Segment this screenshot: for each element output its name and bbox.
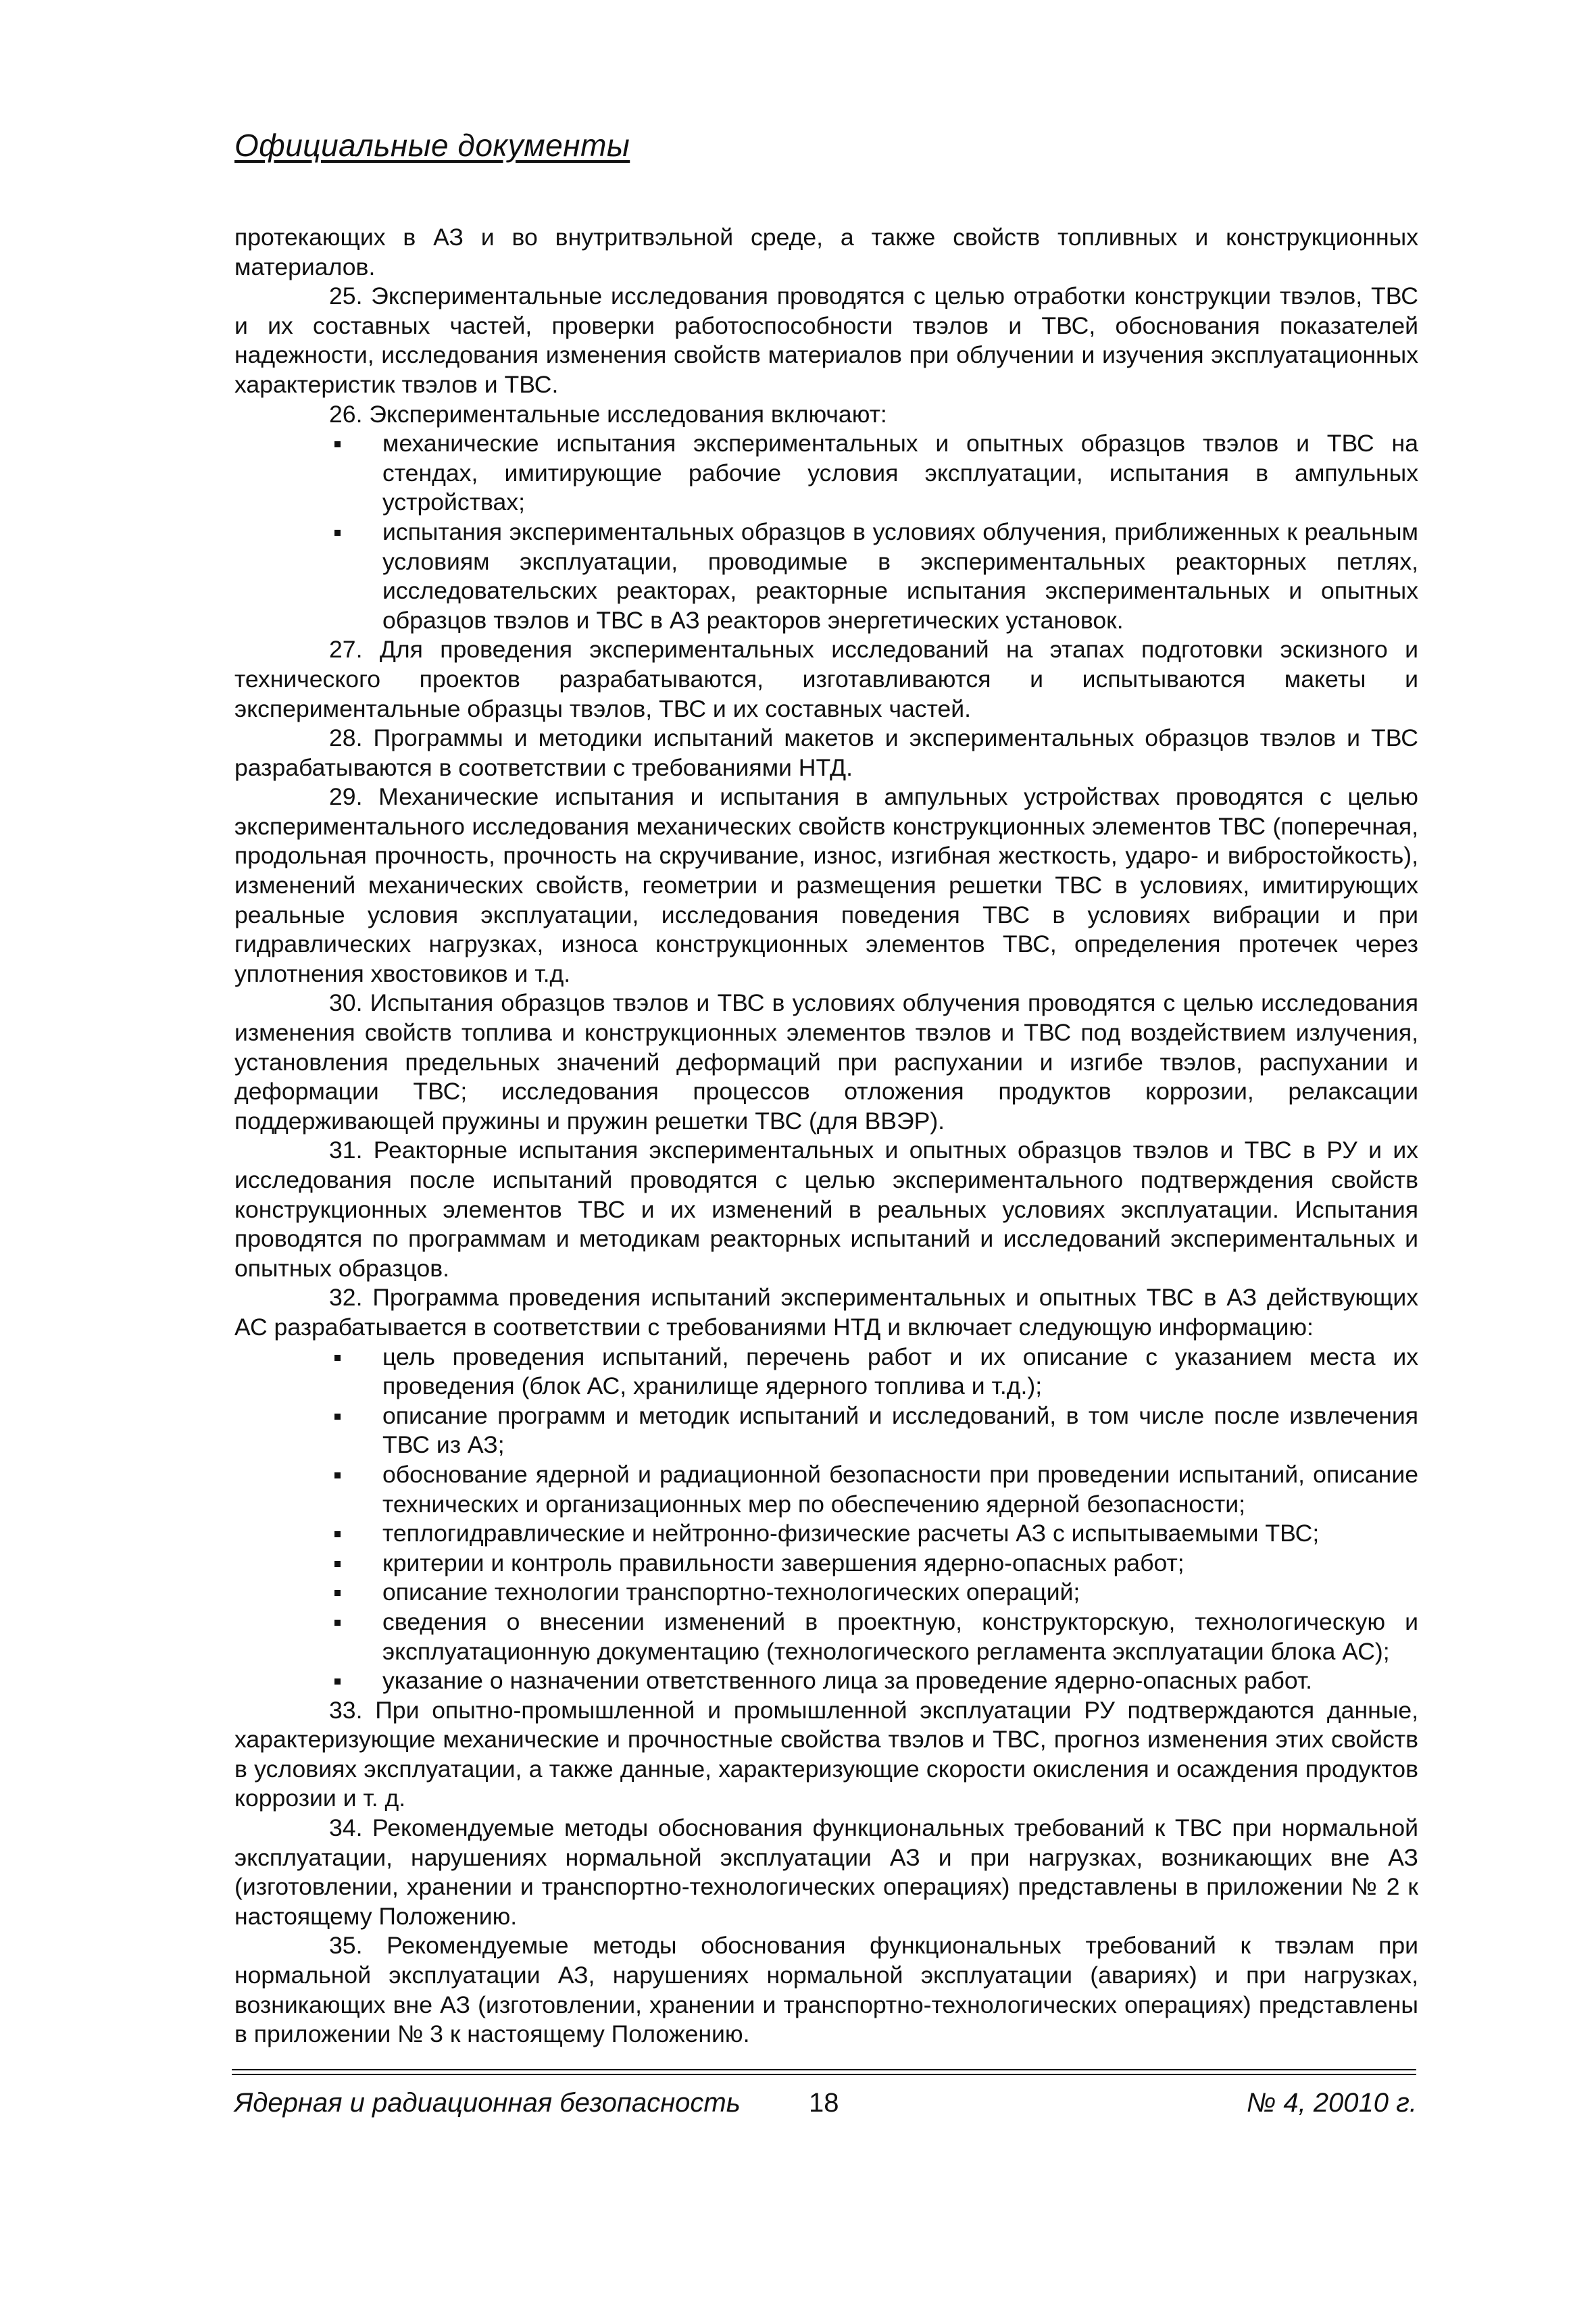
- square-bullet-icon: [334, 1531, 341, 1537]
- footer-issue: № 4, 20010 г.: [1246, 2088, 1417, 2118]
- square-bullet-icon: [334, 1355, 341, 1361]
- paragraph-continuation: протекающих в АЗ и во внутритвэльной среде, а также свойств топливных и конструкционных материалов.: [234, 224, 1418, 280]
- square-bullet-icon: [334, 1472, 341, 1478]
- paragraph: 34. Рекомендуемые методы обоснования функциональных требований к ТВС при нормальной эксплуатации, нарушениях нормальной эксплуатации АЗ и при нагрузках, возникающих вне АЗ (изготовлении, хранении и транспортно-технологических операциях) представлены в приложении № 2 к настоящему Положению.: [234, 1814, 1418, 1930]
- square-bullet-icon: [334, 1678, 341, 1685]
- page-header-title: Официальные документы: [234, 128, 630, 163]
- bullet-list-item-text: цель проведения испытаний, перечень работ и их описание с указанием места их проведения (блок АС, хранилище ядерного топлива и т.д.);: [382, 1343, 1418, 1400]
- page-footer: [234, 2088, 1417, 2126]
- bullet-list-item-text: испытания экспериментальных образцов в условиях облучения, приближенных к реальным условиям эксплуатации, проводимые в экспериментальных реакторных петлях, исследовательских реакторах, реакторные испытания экспериментальных и опытных образцов твэлов и ТВС в АЗ реакторов энергетических установок.: [382, 518, 1418, 634]
- document-body: [234, 223, 1418, 2049]
- bullet-list-item: [234, 1460, 1418, 1519]
- bullet-list-item: [234, 518, 1418, 635]
- bullet-list-item: [234, 1578, 1418, 1608]
- footer-page-number: 18: [809, 2088, 839, 2118]
- bullet-list: [234, 429, 1418, 635]
- square-bullet-icon: [334, 1620, 341, 1626]
- bullet-list-item: [234, 1608, 1418, 1666]
- paragraph: 35. Рекомендуемые методы обоснования функциональных требований к твэлам при нормальной эксплуатации АЗ, нарушениях нормальной эксплуатации (авариях) и при нагрузках, возникающих вне АЗ (изготовлении, хранении и транспортно-технологических операциях) представлены в приложении № 3 к настоящему Положению.: [234, 1932, 1418, 2048]
- square-bullet-icon: [334, 530, 341, 536]
- square-bullet-icon: [334, 1590, 341, 1596]
- footer-journal-title: Ядерная и радиационная безопасность: [234, 2088, 741, 2118]
- bullet-list-item: [234, 1343, 1418, 1401]
- bullet-list-item: [234, 1549, 1418, 1578]
- paragraph: 32. Программа проведения испытаний экспериментальных и опытных ТВС в АЗ действующих АС разрабатывается в соответствии с требованиями НТД и включает следующую информацию:: [234, 1284, 1418, 1341]
- bullet-list-item-text: сведения о внесении изменений в проектную, конструкторскую, технологическую и эксплуатационную документацию (технологического регламента эксплуатации блока АС);: [382, 1608, 1418, 1665]
- bullet-list-item: [234, 1401, 1418, 1460]
- paragraph: 27. Для проведения экспериментальных исследований на этапах подготовки эскизного и технического проектов разрабатываются, изготавливаются и испытываются макеты и экспериментальные образцы твэлов, ТВС и их составных частей.: [234, 636, 1418, 722]
- bullet-list-item-text: механические испытания экспериментальных и опытных образцов твэлов и ТВС на стендах, имитирующие рабочие условия эксплуатации, испытания в ампульных устройствах;: [382, 430, 1418, 516]
- bullet-list: [234, 1343, 1418, 1696]
- bullet-list-item-text: обоснование ядерной и радиационной безопасности при проведении испытаний, описание технических и организационных мер по обеспечению ядерной безопасности;: [382, 1460, 1418, 1518]
- paragraph: 28. Программы и методики испытаний макетов и экспериментальных образцов твэлов и ТВС разрабатываются в соответствии с требованиями НТД.: [234, 724, 1418, 781]
- bullet-list-item-text: указание о назначении ответственного лица за проведение ядерно-опасных работ.: [382, 1667, 1313, 1695]
- footer-rule-bottom: [232, 2074, 1416, 2075]
- footer-rule-top: [232, 2069, 1416, 2070]
- paragraph: 26. Экспериментальные исследования включают:: [329, 400, 887, 428]
- square-bullet-icon: [334, 1414, 341, 1420]
- bullet-list-item-text: описание программ и методик испытаний и исследований, в том числе после извлечения ТВС из АЗ;: [382, 1401, 1418, 1459]
- bullet-list-item: [234, 1519, 1418, 1549]
- paragraph: 33. При опытно-промышленной и промышленной эксплуатации РУ подтверждаются данные, характеризующие механические и прочностные свойства твэлов и ТВС, прогноз изменения этих свойств в условиях эксплуатации, а также данные, характеризующие скорости окисления и осаждения продуктов коррозии и т. д.: [234, 1696, 1418, 1812]
- bullet-list-item-text: описание технологии транспортно-технологических операций;: [382, 1578, 1080, 1606]
- square-bullet-icon: [334, 1561, 341, 1567]
- bullet-list-item-text: теплогидравлические и нейтронно-физические расчеты АЗ с испытываемыми ТВС;: [382, 1520, 1320, 1547]
- square-bullet-icon: [334, 441, 341, 447]
- bullet-list-item: [234, 1666, 1418, 1696]
- paragraph: 30. Испытания образцов твэлов и ТВС в условиях облучения проводятся с целью исследования изменения свойств топлива и конструкционных элементов твэлов и ТВС под воздействием излучения, установления предельных значений деформаций при распухании и изгибе твэлов, распухании и деформации ТВС; исследования процессов отложения продуктов коррозии, релаксации поддерживающей пружины и пружин решетки ТВС (для ВВЭР).: [234, 989, 1418, 1135]
- bullet-list-item-text: критерии и контроль правильности завершения ядерно-опасных работ;: [382, 1549, 1184, 1576]
- paragraph: 25. Экспериментальные исследования проводятся с целью отработки конструкции твэлов, ТВС и их составных частей, проверки работоспособности твэлов и ТВС, обоснования показателей надежности, исследования изменения свойств материалов при облучении и изучения эксплуатационных характеристик твэлов и ТВС.: [234, 282, 1418, 398]
- paragraph: 29. Механические испытания и испытания в ампульных устройствах проводятся с целью экспериментального исследования механических свойств конструкционных элементов ТВС (поперечная, продольная прочность, прочность на скручивание, износ, изгибная жесткость, ударо- и вибростойкость), изменений механических свойств, геометрии и размещения решетки ТВС в условиях, имитирующих реальные условия эксплуатации, исследования поведения ТВС в условиях вибрации и при гидравлических нагрузках, износа конструкционных элементов ТВС, определения протечек через уплотнения хвостовиков и т.д.: [234, 783, 1418, 987]
- bullet-list-item: [234, 429, 1418, 518]
- paragraph: 31. Реакторные испытания экспериментальных и опытных образцов твэлов и ТВС в РУ и их исследования после испытаний проводятся с целью экспериментального подтверждения свойств конструкционных элементов ТВС и их изменений в реальных условиях эксплуатации. Испытания проводятся по программам и методикам реакторных испытаний и исследований экспериментальных и опытных образцов.: [234, 1137, 1418, 1282]
